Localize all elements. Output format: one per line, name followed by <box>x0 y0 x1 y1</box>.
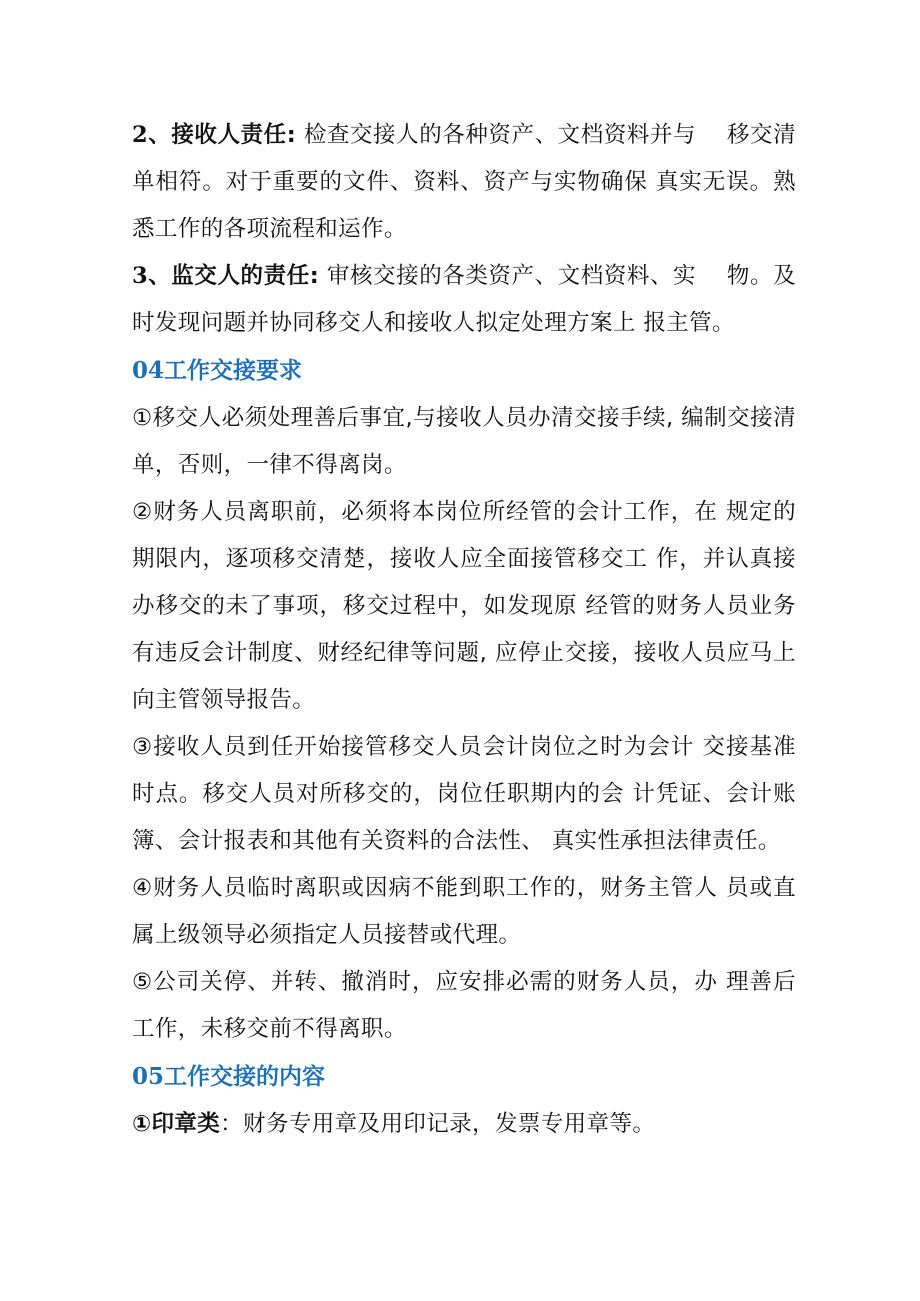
heading-title: 工作交接要求 <box>164 358 303 384</box>
requirement-item-1: ①移交人必须处理善后事宜,与接收人员办清交接手续, 编制交接清单，否则，一律不得离岗。 <box>132 405 796 478</box>
paragraph-supervisor-duty <box>132 253 796 347</box>
item-number: 2、 <box>132 122 172 148</box>
content-item-1 <box>132 1101 796 1148</box>
item-number: 3、 <box>132 263 172 289</box>
item-text: ：财务专用章及用印记录，发票专用章等。 <box>220 1111 656 1137</box>
section-heading-04 <box>132 347 796 395</box>
section-heading-05 <box>132 1053 796 1101</box>
document-page <box>132 112 796 1148</box>
item-label: ①印章类 <box>132 1111 221 1137</box>
requirement-item-5: ⑤公司关停、并转、撤消时，应安排必需的财务人员，办 理善后工作，未移交前不得离职。 <box>132 969 796 1042</box>
item-label: 接收人责任: <box>171 122 297 148</box>
paragraph-text: 检查交接人的各种资产、文档资料并与 移交清单相符。对于重要的文件、资料、资产与实物确保 真实无误。熟悉工作的各项流程和运作。 <box>132 122 796 242</box>
heading-title: 工作交接的内容 <box>164 1064 326 1090</box>
requirement-item-3: ③接收人员到任开始接管移交人员会计岗位之时为会计 交接基准时点。移交人员对所移交的，岗位任职期内的会 计凭证、会计账簿、会计报表和其他有关资料的合法性、 真实性承担法律责任。 <box>132 734 796 854</box>
requirement-item-2: ②财务人员离职前，必须将本岗位所经管的会计工作，在 规定的期限内，逐项移交清楚，接收人应全面接管移交工 作，并认真接办移交的未了事项，移交过程中，如发现原 经管的财务人员业务有违反会计制度、财经纪律等问题, 应停止交接，接收人员应马上向主管领导报告。 <box>132 499 796 713</box>
heading-number: 04 <box>132 357 165 384</box>
heading-number: 05 <box>132 1063 165 1090</box>
item-label: 监交人的责任: <box>171 263 320 289</box>
paragraph-receiver-duty <box>132 112 796 253</box>
requirement-item-4: ④财务人员临时离职或因病不能到职工作的，财务主管人 员或直属上级领导必须指定人员接替或代理。 <box>132 875 796 948</box>
paragraph-text: 审核交接的各类资产、文档资料、实 物。及时发现问题并协同移交人和接收人拟定处理方案上 报主管。 <box>132 263 796 336</box>
